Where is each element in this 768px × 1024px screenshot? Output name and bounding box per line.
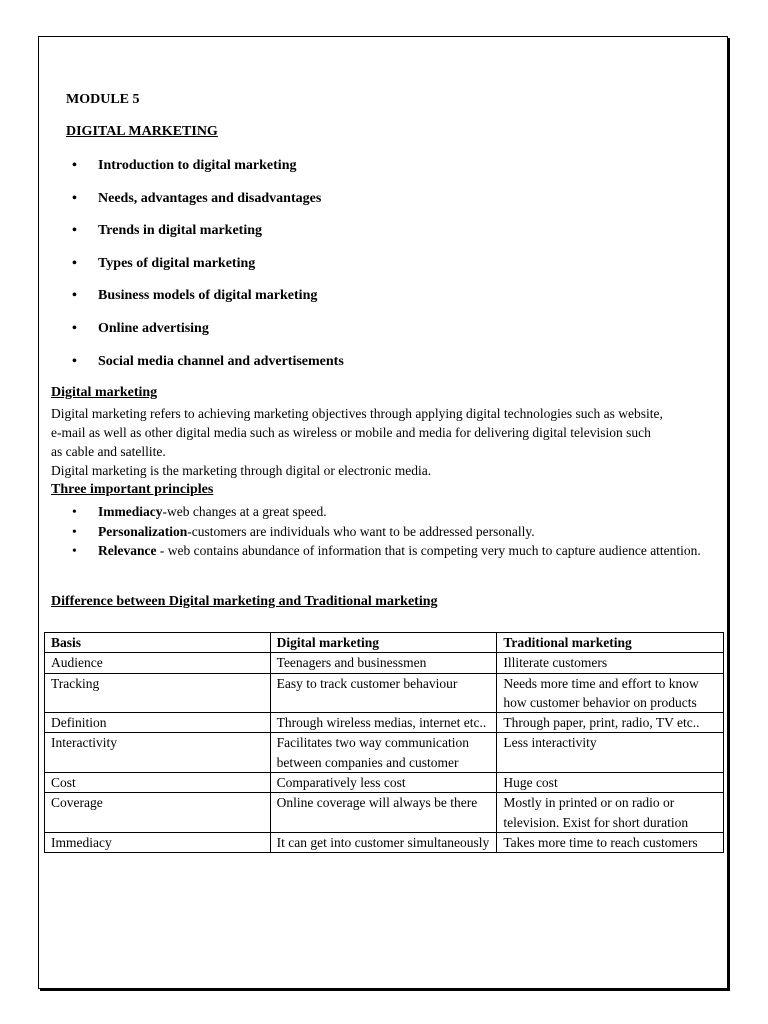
topic-item: • Needs, advantages and disadvantages: [72, 190, 322, 206]
table-cell: Online coverage will always be there: [270, 793, 497, 833]
principle-item: • Personalization-customers are individuals who want to be addressed personally.: [72, 522, 712, 542]
table-row: [45, 673, 724, 713]
definition-line: Digital marketing refers to achieving marketing objectives through applying digital technologies such as website,: [51, 406, 663, 421]
table-cell: Illiterate customers: [497, 653, 724, 673]
bullet-icon: •: [72, 288, 77, 304]
definition-line: e-mail as well as other digital media such as wireless or mobile and media for delivering digital television such: [51, 425, 651, 440]
table-cell: Audience: [45, 653, 271, 673]
bullet-icon: •: [72, 190, 77, 206]
table-cell: Definition: [45, 713, 271, 733]
bullet-icon: •: [72, 523, 77, 539]
difference-heading: Difference between Digital marketing and Traditional marketing: [51, 594, 438, 609]
section-title: DIGITAL MARKETING: [66, 124, 218, 139]
table-cell: Coverage: [45, 793, 271, 833]
topic-item: • Types of digital marketing: [72, 255, 256, 271]
principle-item: • Relevance - web contains abundance of information that is competing very much to capture audience attention.: [72, 541, 712, 561]
table-cell: Interactivity: [45, 733, 271, 773]
table-row: [45, 773, 724, 793]
bullet-icon: •: [72, 223, 77, 239]
definition-heading: Digital marketing: [51, 385, 158, 400]
bullet-icon: •: [72, 158, 77, 173]
table-cell: Facilitates two way communication between companies and customer: [270, 733, 497, 773]
bullet-icon: •: [72, 255, 77, 271]
table-cell: Cost: [45, 773, 271, 793]
table-row: [45, 733, 724, 773]
topic-list: [72, 157, 344, 385]
definition-line: as cable and satellite.: [51, 444, 166, 459]
principles-list: [72, 502, 712, 561]
module-label: MODULE 5: [66, 92, 140, 107]
table-cell: Needs more time and effort to know how customer behavior on products: [497, 673, 724, 713]
table-row: [45, 832, 724, 852]
table-cell: Takes more time to reach customers: [497, 832, 724, 852]
topic-item: • Social media channel and advertisements: [72, 353, 344, 369]
bullet-icon: •: [72, 504, 77, 519]
table-cell: Immediacy: [45, 832, 271, 852]
table-cell: Through paper, print, radio, TV etc..: [497, 713, 724, 733]
topic-item: • Introduction to digital marketing: [72, 158, 297, 173]
table-row: [45, 793, 724, 833]
table-header-cell: Traditional marketing: [497, 633, 724, 653]
table-cell: Teenagers and businessmen: [270, 653, 497, 673]
bullet-icon: •: [72, 320, 77, 336]
bullet-icon: •: [72, 353, 77, 369]
definition-paragraph: [51, 404, 711, 480]
table-header-cell: Digital marketing: [270, 633, 497, 653]
table-cell: Easy to track customer behaviour: [270, 673, 497, 713]
table-row: [45, 713, 724, 733]
topic-item: • Business models of digital marketing: [72, 288, 318, 304]
principles-heading: Three important principles: [51, 482, 214, 497]
table-cell: Tracking: [45, 673, 271, 713]
definition-line: Digital marketing is the marketing through digital or electronic media.: [51, 463, 432, 478]
table-header-row: [45, 633, 724, 653]
principle-item: • Immediacy-web changes at a great speed.: [72, 502, 712, 522]
table-cell: Less interactivity: [497, 733, 724, 773]
table-cell: Through wireless medias, internet etc..: [270, 713, 497, 733]
table-row: [45, 653, 724, 673]
table-header-cell: Basis: [45, 633, 271, 653]
bullet-icon: •: [72, 543, 77, 558]
table-cell: Mostly in printed or on radio or television. Exist for short duration: [497, 793, 724, 833]
comparison-table: [44, 632, 724, 853]
topic-item: • Trends in digital marketing: [72, 223, 263, 239]
topic-item: • Online advertising: [72, 320, 209, 336]
table-cell: Comparatively less cost: [270, 773, 497, 793]
table-cell: Huge cost: [497, 773, 724, 793]
table-cell: It can get into customer simultaneously: [270, 832, 497, 852]
